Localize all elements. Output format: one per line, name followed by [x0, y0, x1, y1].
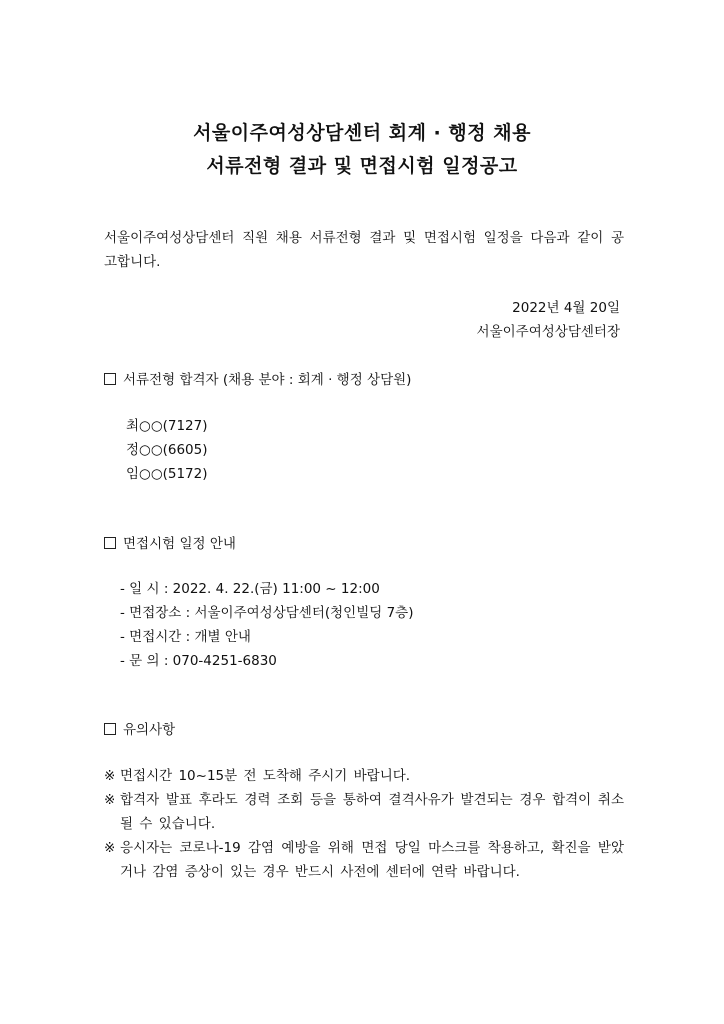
title-line-2: 서류전형 결과 및 면접시험 일정공고 — [206, 155, 518, 177]
notes-list — [104, 764, 624, 884]
section-schedule-title: 면접시험 일정 안내 — [123, 536, 236, 552]
checkbox-bullet-icon — [104, 537, 116, 549]
announcement-date: 2022년 4월 20일 — [512, 300, 620, 316]
section-notes-title: 유의사항 — [123, 722, 176, 738]
list-item: 정○○(6605) — [126, 442, 208, 458]
section-passers-title: 서류전형 합격자 (채용 분야 : 회계 · 행정 상담원) — [123, 372, 412, 388]
checkbox-bullet-icon — [104, 373, 116, 385]
reference-mark-icon: ※ — [104, 840, 116, 856]
intro-paragraph: 서울이주여성상담센터 직원 채용 서류전형 결과 및 면접시험 일정을 다음과 같이 공고합니다. — [104, 230, 624, 270]
list-item — [104, 764, 624, 788]
list-item — [104, 788, 624, 836]
list-item: - 문 의 : 070-4251-6830 — [120, 653, 277, 669]
list-item: - 일 시 : 2022. 4. 22.(금) 11:00 ~ 12:00 — [120, 581, 380, 597]
reference-mark-icon: ※ — [104, 768, 116, 784]
issuer-name: 서울이주여성상담센터장 — [476, 324, 620, 340]
passer-list — [126, 414, 208, 486]
note-text: 면접시간 10~15분 전 도착해 주시기 바랍니다. — [120, 768, 411, 784]
section-passers-heading — [104, 368, 411, 392]
list-item: 최○○(7127) — [126, 418, 208, 434]
list-item — [104, 836, 624, 884]
note-text: 응시자는 코로나-19 감염 예방을 위해 면접 당일 마스크를 착용하고, 확진을 받았거나 감염 증상이 있는 경우 반드시 사전에 센터에 연락 바랍니다. — [120, 840, 624, 880]
list-item: 임○○(5172) — [126, 466, 208, 482]
section-notes-heading — [104, 718, 175, 742]
reference-mark-icon: ※ — [104, 792, 116, 808]
signoff — [477, 296, 620, 344]
title-line-1: 서울이주여성상담센터 회계 · 행정 채용 — [193, 122, 531, 144]
schedule-list — [120, 577, 414, 673]
list-item: - 면접시간 : 개별 안내 — [120, 629, 251, 645]
section-schedule-heading — [104, 532, 236, 556]
note-text: 합격자 발표 후라도 경력 조회 등을 통하여 결격사유가 발견되는 경우 합격이 취소될 수 있습니다. — [120, 792, 624, 832]
checkbox-bullet-icon — [104, 723, 116, 735]
list-item: - 면접장소 : 서울이주여성상담센터(청인빌딩 7층) — [120, 605, 414, 621]
